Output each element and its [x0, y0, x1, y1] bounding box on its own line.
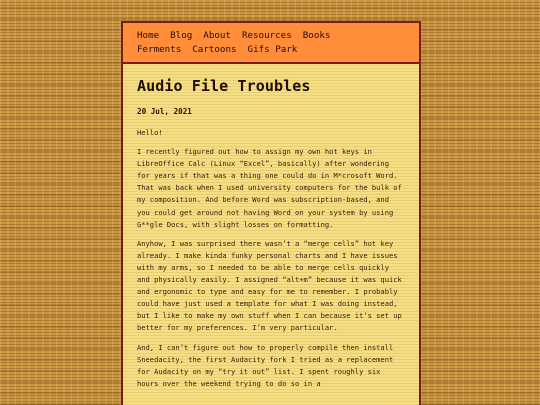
post-paragraph-3: And, I can’t figure out how to properly compile then install Sneedacity, the first Audacity fork I tried as a replacement for Audacity on my “try it out” list. I spent roughly six hours over the weekend trying to do so in a: [137, 342, 394, 388]
nav-link-blog[interactable]: Blog: [170, 29, 193, 41]
nav-link-books[interactable]: Books: [302, 29, 331, 41]
nav-link-resources[interactable]: Resources: [241, 29, 292, 41]
nav-row-1: [137, 28, 409, 42]
post-content: [123, 64, 419, 405]
post-date: 20 Jul, 2021: [137, 107, 192, 116]
post-paragraph-2: Anyhow, I was surprised there wasn’t a “merge cells” hot key already. I make kinda funky personal charts and I have issues with my arms, so I needed to be able to merge cells quickly and physically easily. I assigned “alt+m” because it was quick and ergonomic to type and easy for me to remember. I probably could have just used a template for what I was doing instead, but I like to make my own stuff when I can because it’s set up better for my preferences. I’m very particular.: [137, 238, 402, 333]
post-paragraph-1: I recently figured out how to assign my own hot keys in LibreOffice Calc (Linux “Excel”, basically) after wondering for years if that was a thing one could do in M*crosoft Word. That was back when I used university computers for the bulk of my composition. And before Word was subscription-based, and you could get around not having Word on your system by using G**gle Docs, with slight losses on formatting.: [137, 147, 402, 229]
nav-link-cartoons[interactable]: Cartoons: [192, 43, 237, 55]
page-container: [121, 21, 421, 405]
nav-link-gifs-park[interactable]: Gifs Park: [247, 43, 298, 55]
post-title: Audio File Troubles: [137, 77, 311, 95]
nav-row-2: [137, 42, 409, 56]
nav-link-home[interactable]: Home: [137, 29, 160, 41]
post-greeting: Hello!: [137, 128, 163, 137]
navbar: [123, 23, 419, 64]
nav-link-about[interactable]: About: [203, 29, 231, 41]
nav-link-ferments[interactable]: Ferments: [137, 43, 182, 55]
